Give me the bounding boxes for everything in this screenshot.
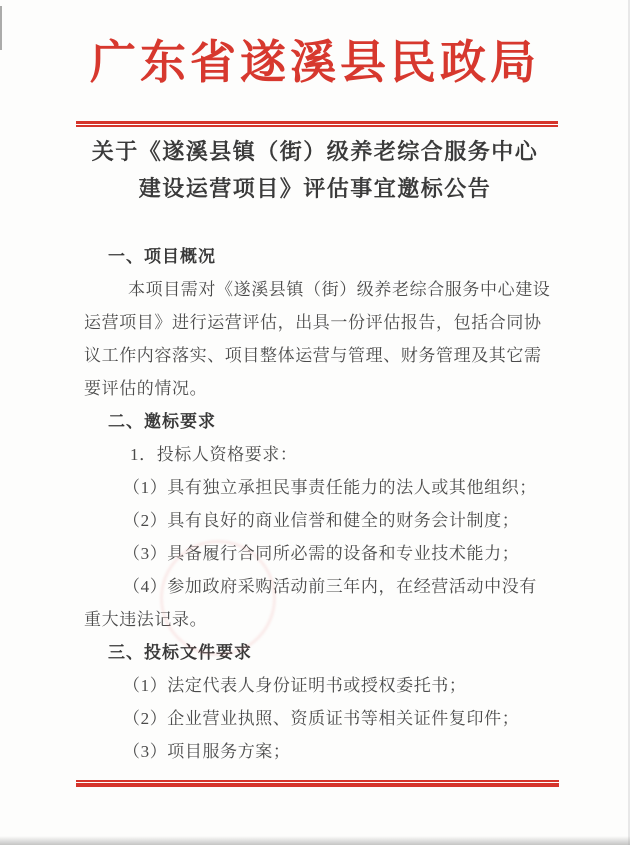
scan-edge-shadow-bottom — [0, 836, 630, 845]
document-title-line-2: 建设运营项目》评估事宜邀标公告 — [138, 176, 492, 201]
para-line: 运营项目》进行运营评估，出具一份评估报告，包括合同协 — [84, 313, 542, 332]
section-3-heading: 三、投标文件要求 — [108, 643, 252, 662]
list-item: （1）具有独立承担民事责任能力的法人或其他组织； — [123, 478, 537, 497]
para-line: 要评估的情况。 — [84, 379, 208, 398]
rule-thick-bar — [76, 783, 559, 787]
list-item: （3）项目服务方案； — [123, 742, 291, 761]
document-body — [84, 240, 551, 768]
document-title — [0, 133, 630, 207]
faint-seal-bleedthrough — [160, 540, 276, 656]
para-line: 本项目需对《遂溪县镇（街）级养老综合服务中心建设 — [128, 280, 551, 299]
document-title-line-1: 关于《遂溪县镇（街）级养老综合服务中心 — [91, 139, 539, 164]
list-item: （1）法定代表人身份证明书或授权委托书； — [123, 676, 467, 695]
list-item: （3）具备履行合同所必需的设备和专业技术能力； — [123, 544, 520, 563]
section-2-heading: 二、邀标要求 — [108, 412, 216, 431]
agency-letterhead-title: 广东省遂溪县民政局 — [90, 37, 540, 88]
list-item: （4）参加政府采购活动前三年内，在经营活动中没有 — [123, 577, 537, 596]
list-item: （2）具有良好的商业信誉和健全的财务会计制度； — [123, 511, 520, 530]
para-line: 议工作内容落实、项目整体运营与管理、财务管理及其它需 — [84, 346, 542, 365]
scan-edge-mark-left — [0, 6, 2, 50]
list-item: （2）企业营业执照、资质证书等相关证件复印件； — [123, 709, 520, 728]
para-line: 重大违法记录。 — [84, 610, 208, 629]
section-1-heading: 一、项目概况 — [108, 247, 216, 266]
letterhead-separator-rule — [76, 121, 558, 127]
rule-thin-bar — [76, 125, 558, 127]
numbered-item: 1．投标人资格要求： — [130, 445, 298, 464]
footer-separator-rule — [76, 780, 559, 787]
